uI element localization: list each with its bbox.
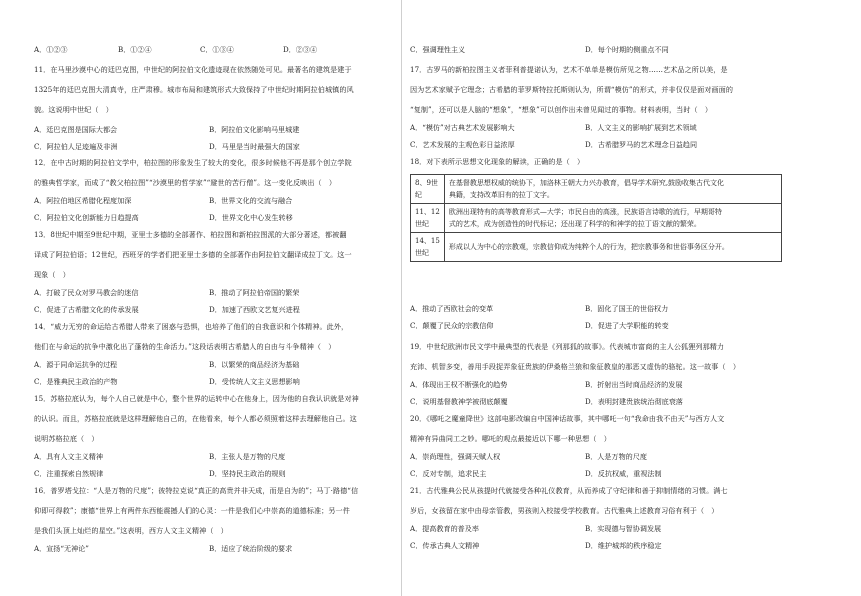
- question-text-line: 13．8世纪中期至9世纪中期，亚里士多德的全部著作、柏拉图和新柏拉图派的大部分著述，都被翻: [34, 230, 347, 239]
- answer-option: A．源于同命运抗争的过程: [34, 360, 118, 369]
- answer-option: C．颠覆了民众的宗教信仰: [410, 321, 494, 330]
- description-text: 式的艺术，成为创造性的时代标记；还出现了科学的和神学的拉丁语文献的繁荣。: [448, 220, 701, 228]
- answer-option: C．强调理性主义: [410, 45, 466, 54]
- question-text-line: 现象（ ）: [34, 270, 70, 279]
- answer-option: D．坚持民主政治的规则: [209, 469, 286, 478]
- answer-option: A．“模仿”对古典艺术发展影响大: [410, 123, 515, 132]
- answer-option: C．注重探索自然规律: [34, 469, 104, 478]
- period-cell: [411, 175, 445, 204]
- answer-option: D．②③④: [283, 45, 318, 54]
- question-text-line: 19．中世纪欧洲市民文学中最典型的代表是《列那狐的故事》。代表城市富商的主人公狐狸列那精力: [410, 342, 725, 351]
- answer-option: D．反抗权威，重视法制: [585, 469, 662, 478]
- question-text-line: 因为艺术家赋予它理念；古希腊的菲罗斯特拉托斯则认为，所谓“模仿”的形式，并非仅仅是面对画面的: [410, 85, 734, 94]
- answer-option: B．①②④: [118, 45, 152, 54]
- answer-option: A．宣扬“无神论”: [34, 544, 89, 553]
- question-text-line: 充沛、机智多变，善用手段捉弄象征贵族的伊桑格兰狼和象征教皇的那恶又虚伪的骆驼。这一故事（ ）: [410, 362, 740, 371]
- period-text: 纪: [415, 191, 422, 199]
- answer-option: D．促进了大学职能的转变: [585, 321, 669, 330]
- answer-option: D．维护城邦的秩序稳定: [585, 541, 662, 550]
- question-text-line: 21．古代雅典公民从孩提时代就接受各种礼仪教育，从而养成了守纪律和善于抑制情绪的习惯。满七: [410, 486, 728, 495]
- answer-option: C．阿拉伯人足迹遍及非洲: [34, 142, 118, 151]
- answer-option: A．体现出王权不断强化的趋势: [410, 380, 508, 389]
- period-text: 8、9世: [415, 179, 438, 187]
- question-text-line: 岁后，女孩留在家中由母亲管教，男孩则入校接受学校教育。古代雅典上述教育习俗有利于（ ）: [410, 506, 719, 515]
- description-text: 典籍，支持改革旧有的拉丁文字。: [448, 191, 554, 199]
- question-text-line: 说明苏格拉底（ ）: [34, 434, 99, 443]
- answer-option: B．实现德与智协调发展: [585, 524, 662, 533]
- question-text-line: 18．对下表所示思想文化现象的解读，正确的是（ ）: [410, 157, 585, 166]
- question-text-line: “复制”，还可以是人脑的“想象”，“想象”可以创作出未曾见闻过的事物。材料表明，当时（ ）: [410, 105, 713, 114]
- answer-option: C．艺术发展的主观色彩日益浓厚: [410, 140, 515, 149]
- question-text-line: 11．在马里沙漠中心的廷巴克图，中世纪的阿拉伯文化遗迹现在依然随处可见。最著名的建筑是建于: [34, 65, 352, 74]
- question-text-line: 精神有异曲同工之妙。哪吒的观点最接近以下哪一种思想（ ）: [410, 434, 611, 443]
- answer-option: D．受传统人文主义思想影响: [209, 377, 300, 386]
- question-text-line: 15．苏格拉底认为，每个人自己就是中心，整个世界的运转中心在他身上，因为他的自我认识就是对神: [34, 394, 359, 403]
- answer-option: C．是雅典民主政治的产物: [34, 377, 118, 386]
- period-cell: [411, 204, 445, 233]
- answer-option: C．促进了古希腊文化的传承发展: [34, 305, 139, 314]
- answer-option: B．折射出当时商品经济的发展: [585, 380, 683, 389]
- question-text-line: 14．“威力无穷的命运给古希腊人带来了困惑与恐惧，也培养了他们的自我意识和个体精神。此外，: [34, 322, 349, 331]
- description-text: 形成以人为中心的宗教观，宗教信仰成为纯粹个人的行为，把宗教事务和世俗事务区分开。: [448, 243, 729, 251]
- answer-option: B．主张人是万物的尺度: [209, 452, 286, 461]
- table-row: [411, 233, 782, 262]
- column-divider: [401, 0, 402, 596]
- question-text-line: 20．《哪吒之魔童降世》这部电影改编自中国神话故事，其中哪吒一句“我命由我不由天”与西方人文: [410, 414, 725, 423]
- question-text-line: 的认识。而且，苏格拉底就是这样理解他自己的，在他看来，每个人都必须照着这样去理解他自己。这: [34, 414, 357, 423]
- question-text-line: 17．古罗马的新柏拉图主义者菲利普提诺认为，艺术不单单是模仿所见之物……艺术品之所以美，是: [410, 65, 728, 74]
- answer-option: D．每个时期的侧重点不同: [585, 45, 669, 54]
- answer-option: D．加速了西欧文艺复兴进程: [209, 305, 300, 314]
- question-text-line: 16．普罗塔戈拉：“人是万物的尺度”；彼特拉克说“真正的高贵并非天成，而是自为的”；马丁·路德“信: [34, 486, 359, 495]
- answer-option: C．反对专制，追求民主: [410, 469, 487, 478]
- answer-option: A．提高教育的普及率: [410, 524, 479, 533]
- question-text-line: 12．在中古时期的阿拉伯文学中，柏拉图的形象发生了较大的变化，很多时候他不再是那个创立学院: [34, 158, 352, 167]
- question-text-line: 1325年的廷巴克图大清真寺，庄严肃穆。城市布局和建筑形式大致保持了中世纪时期阿拉伯城镇的风: [34, 85, 354, 94]
- answer-option: C．①③④: [200, 45, 234, 54]
- answer-option: A．①②③: [34, 45, 68, 54]
- answer-option: D．表明封建贵族统治彻底衰落: [585, 397, 683, 406]
- description-cell: [444, 175, 781, 204]
- question-text-line: 貌。这说明中世纪（ ）: [34, 105, 113, 114]
- description-text: 在基督教思想权威的统协下，加洛林王朝大力兴办教育，倡导学术研究,鼓励收集古代文化: [448, 179, 725, 187]
- answer-option: B．世界文化的交流与融合: [209, 196, 293, 205]
- period-text: 世纪: [415, 249, 429, 257]
- answer-option: D．古希腊罗马的艺术理念日益趋同: [585, 140, 698, 149]
- answer-option: D．马里是当时最强大的国家: [209, 142, 300, 151]
- question-text-line: 译成了阿拉伯语；12世纪，西班牙的学者们把亚里士多德的全部著作由阿拉伯文翻译成拉丁文。这一: [34, 250, 352, 259]
- answer-option: C．说明基督教神学被彻底颠覆: [410, 397, 508, 406]
- answer-option: C．传承古典人文精神: [410, 541, 480, 550]
- description-text: 欧洲出现特有的高等教育形式—大学；市民自由的高涨，民族语言诗歌的流行，早期哥特: [448, 208, 722, 216]
- period-text: 14、15: [415, 237, 440, 245]
- question-text-line: 是我们头顶上灿烂的星空。”这表明，西方人文主义精神（ ）: [34, 526, 228, 535]
- answer-option: A．阿拉伯地区希腊化程度加深: [34, 196, 132, 205]
- answer-option: B．阿拉伯文化影响马里城建: [209, 125, 300, 134]
- question-text-line: 的雅典哲学家，而成了“教父柏拉图”“沙漠里的哲学家”“避世的苦行僧”。这一变化反映出（ ）: [34, 178, 337, 187]
- answer-option: B．人是万物的尺度: [585, 452, 647, 461]
- table-row: [411, 204, 782, 233]
- answer-option: A．崇尚理性，强调天赋人权: [410, 452, 501, 461]
- answer-option: A．廷巴克图是国际大都会: [34, 125, 118, 134]
- table-row: [411, 175, 782, 204]
- description-cell: [444, 204, 781, 233]
- question-18-table: [410, 174, 782, 262]
- question-text-line: 他们在与命运的抗争中激化出了蓬勃的生命活力。”这段话表明古希腊人的自由与斗争精神（ ）: [34, 342, 336, 351]
- answer-option: A．打破了民众对罗马教会的迷信: [34, 288, 139, 297]
- question-text-line: 仰即可得救”；康德“世界上有两件东西能震撼人们的心灵：一件是我们心中崇高的道德标准；另一件: [34, 506, 350, 515]
- description-cell: [444, 233, 781, 262]
- answer-option: B．固化了国王的世俗权力: [585, 304, 669, 313]
- answer-option: B．推动了阿拉伯帝国的繁荣: [209, 288, 300, 297]
- answer-option: B．以繁荣的商品经济为基础: [209, 360, 300, 369]
- period-cell: [411, 233, 445, 262]
- answer-option: A．具有人文主义精神: [34, 452, 103, 461]
- period-text: 11、12: [415, 208, 440, 216]
- period-text: 世纪: [415, 220, 429, 228]
- answer-option: B．适应了统治阶级的要求: [209, 544, 293, 553]
- answer-option: A．推动了西欧社会的变革: [410, 304, 494, 313]
- answer-option: C．阿拉伯文化创新能力日趋提高: [34, 213, 139, 222]
- answer-option: B．人文主义的影响扩展到艺术领域: [585, 123, 697, 132]
- answer-option: D．世界文化中心发生转移: [209, 213, 293, 222]
